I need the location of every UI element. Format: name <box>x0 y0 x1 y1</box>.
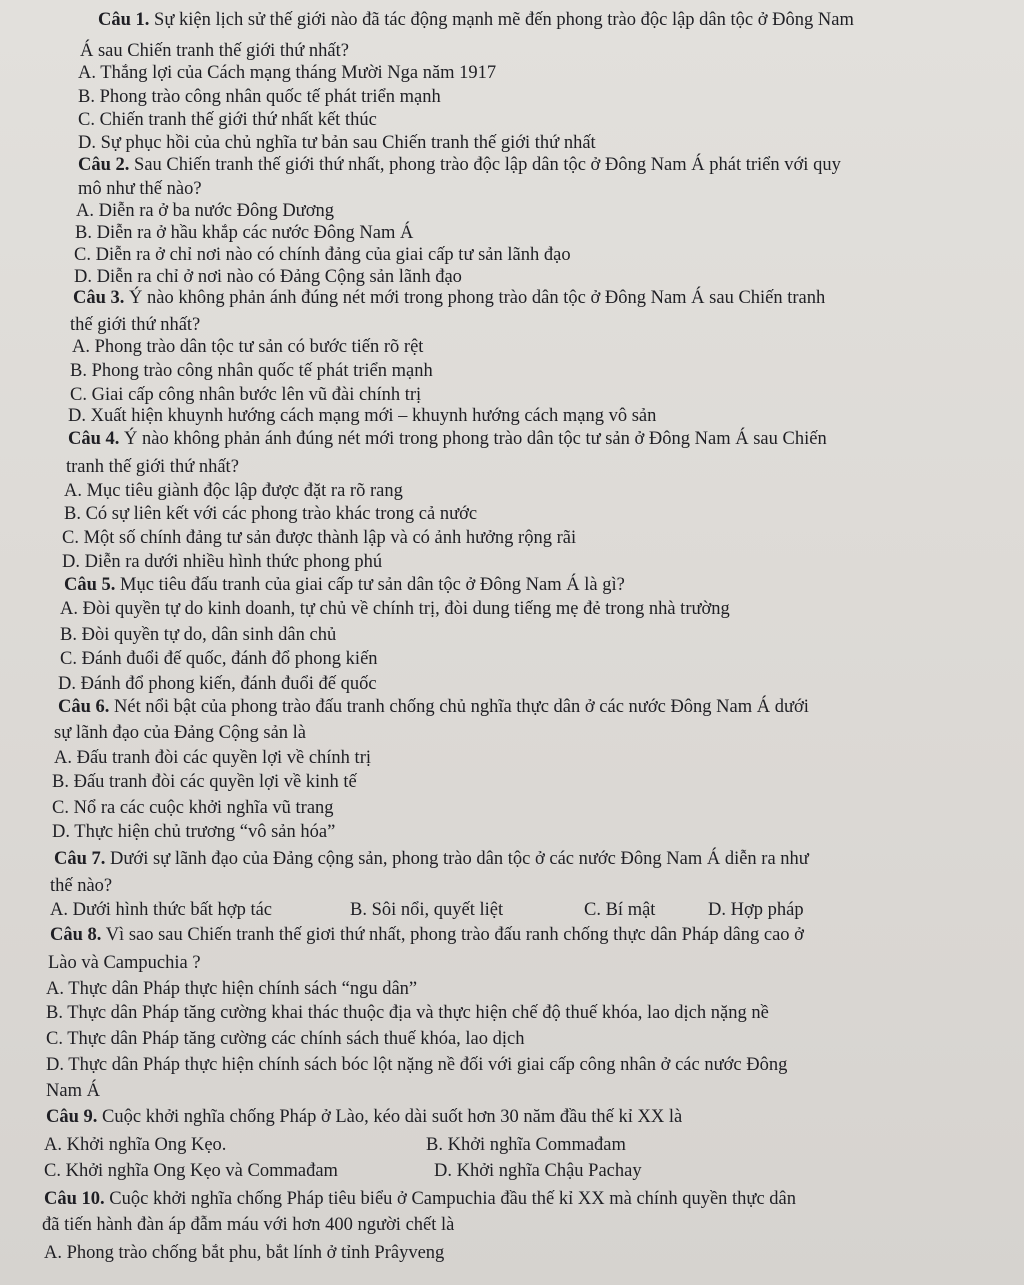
question-number: Câu 7. <box>54 849 106 869</box>
option-1d: D. Sự phục hồi của chủ nghĩa tư bản sau Chiến tranh thế giới thứ nhất <box>78 133 596 153</box>
option-8b: B. Thực dân Pháp tăng cường khai thác thuộc địa và thực hiện chế độ thuế khóa, lao dịch nặng nề <box>46 1003 769 1023</box>
option-3c: C. Giai cấp công nhân bước lên vũ đài chính trị <box>70 385 422 405</box>
option-3b: B. Phong trào công nhân quốc tế phát triển mạnh <box>70 361 433 381</box>
question-number: Câu 6. <box>58 697 110 717</box>
option-2d: D. Diễn ra chỉ ở nơi nào có Đảng Cộng sản lãnh đạo <box>74 267 462 287</box>
option-4d: D. Diễn ra dưới nhiều hình thức phong phú <box>62 552 383 572</box>
option-9c: C. Khởi nghĩa Ong Kẹo và Commađam <box>44 1161 338 1181</box>
question-4-stem: Câu 4. Ý nào không phản ánh đúng nét mới trong phong trào dân tộc tư sản ở Đông Nam Á sau Chiến <box>68 429 827 449</box>
question-10-stem-cont: đã tiến hành đàn áp đẫm máu với hơn 400 người chết là <box>42 1215 455 1235</box>
option-row-7 <box>50 899 804 921</box>
question-10-stem: Câu 10. Cuộc khởi nghĩa chống Pháp tiêu biểu ở Campuchia đầu thế kỉ XX mà chính quyền thực dân <box>44 1189 796 1209</box>
option-5a: A. Đòi quyền tự do kinh doanh, tự chủ về chính trị, đòi dung tiếng mẹ đẻ trong nhà trường <box>60 599 730 619</box>
option-row-9b <box>44 1160 642 1182</box>
question-1-stem: Câu 1. Sự kiện lịch sử thế giới nào đã tác động mạnh mẽ đến phong trào độc lập dân tộc ở Đông Nam <box>98 10 854 30</box>
option-row-9a <box>44 1134 626 1156</box>
question-6-stem: Câu 6. Nét nổi bật của phong trào đấu tranh chống chủ nghĩa thực dân ở các nước Đông Nam Á dưới <box>58 697 809 717</box>
option-2a: A. Diễn ra ở ba nước Đông Dương <box>76 201 334 221</box>
question-6-stem-cont: sự lãnh đạo của Đảng Cộng sản là <box>54 723 307 743</box>
question-number: Câu 9. <box>46 1107 98 1127</box>
option-8a: A. Thực dân Pháp thực hiện chính sách “ngu dân” <box>46 979 418 999</box>
option-1a: A. Thắng lợi của Cách mạng tháng Mười Nga năm 1917 <box>78 63 497 83</box>
question-number: Câu 8. <box>50 925 102 945</box>
question-4-stem-cont: tranh thế giới thứ nhất? <box>66 457 239 477</box>
question-7-stem-cont: thế nào? <box>50 876 113 896</box>
option-6a: A. Đấu tranh đòi các quyền lợi về chính trị <box>54 748 371 768</box>
option-8c: C. Thực dân Pháp tăng cường các chính sách thuế khóa, lao dịch <box>46 1029 525 1049</box>
option-5c: C. Đánh đuổi đế quốc, đánh đổ phong kiến <box>60 649 378 669</box>
question-9-stem: Câu 9. Cuộc khởi nghĩa chống Pháp ở Lào, kéo dài suốt hơn 30 năm đầu thế kỉ XX là <box>46 1107 683 1127</box>
question-5-stem: Câu 5. Mục tiêu đấu tranh của giai cấp tư sản dân tộc ở Đông Nam Á là gì? <box>64 575 625 595</box>
option-9b: B. Khởi nghĩa Commađam <box>426 1135 626 1155</box>
question-8-stem-cont: Lào và Campuchia ? <box>48 953 201 973</box>
question-number: Câu 1. <box>98 10 150 30</box>
question-number: Câu 10. <box>44 1189 105 1209</box>
option-3d: D. Xuất hiện khuynh hướng cách mạng mới – khuynh hướng cách mạng vô sản <box>68 406 657 426</box>
option-8d: D. Thực dân Pháp thực hiện chính sách bóc lột nặng nề đối với giai cấp công nhân ở các nước Đông <box>46 1055 788 1075</box>
option-7c: C. Bí mật <box>584 900 656 920</box>
option-5d: D. Đánh đổ phong kiến, đánh đuổi đế quốc <box>58 674 377 694</box>
option-6b: B. Đấu tranh đòi các quyền lợi về kinh tế <box>52 772 357 792</box>
option-4a: A. Mục tiêu giành độc lập được đặt ra rõ rang <box>64 481 403 501</box>
option-7b: B. Sôi nổi, quyết liệt <box>350 900 504 920</box>
question-1-stem-cont: Á sau Chiến tranh thế giới thứ nhất? <box>80 41 349 61</box>
option-3a: A. Phong trào dân tộc tư sản có bước tiến rõ rệt <box>72 337 424 357</box>
option-7d: D. Hợp pháp <box>708 900 804 920</box>
option-8d-cont: Nam Á <box>46 1081 100 1101</box>
option-4b: B. Có sự liên kết với các phong trào khác trong cả nước <box>64 504 478 524</box>
option-6d: D. Thực hiện chủ trương “vô sản hóa” <box>52 822 336 842</box>
option-2c: C. Diễn ra ở chỉ nơi nào có chính đảng của giai cấp tư sản lãnh đạo <box>74 245 571 265</box>
option-9a: A. Khởi nghĩa Ong Kẹo. <box>44 1135 227 1155</box>
question-8-stem: Câu 8. Vì sao sau Chiến tranh thế giơi thứ nhất, phong trào đấu ranh chống thực dân Pháp dâng cao ở <box>50 925 804 945</box>
question-2-stem-cont: mô như thế nào? <box>78 179 202 199</box>
question-3-stem-cont: thế giới thứ nhất? <box>70 315 201 335</box>
option-9d: D. Khởi nghĩa Chậu Pachay <box>434 1161 642 1181</box>
question-number: Câu 5. <box>64 575 116 595</box>
option-5b: B. Đòi quyền tự do, dân sinh dân chủ <box>60 625 337 645</box>
option-4c: C. Một số chính đảng tư sản được thành lập và có ảnh hưởng rộng rãi <box>62 528 577 548</box>
option-10a: A. Phong trào chống bắt phu, bắt lính ở tỉnh Prâyveng <box>44 1243 445 1263</box>
option-1c: C. Chiến tranh thế giới thứ nhất kết thúc <box>78 110 377 130</box>
option-2b: B. Diễn ra ở hầu khắp các nước Đông Nam Á <box>75 223 414 243</box>
question-7-stem: Câu 7. Dưới sự lãnh đạo của Đảng cộng sản, phong trào dân tộc ở các nước Đông Nam Á diễn ra như <box>54 849 809 869</box>
question-2-stem: Câu 2. Sau Chiến tranh thế giới thứ nhất, phong trào độc lập dân tộc ở Đông Nam Á phát triển với quy <box>78 155 841 175</box>
option-6c: C. Nổ ra các cuộc khởi nghĩa vũ trang <box>52 798 334 818</box>
question-3-stem: Câu 3. Ý nào không phản ánh đúng nét mới trong phong trào dân tộc ở Đông Nam Á sau Chiến tranh <box>73 288 826 308</box>
question-number: Câu 4. <box>68 429 120 449</box>
question-number: Câu 3. <box>73 288 125 308</box>
question-number: Câu 2. <box>78 155 130 175</box>
option-1b: B. Phong trào công nhân quốc tế phát triển mạnh <box>78 87 441 107</box>
option-7a: A. Dưới hình thức bất hợp tác <box>50 900 273 920</box>
